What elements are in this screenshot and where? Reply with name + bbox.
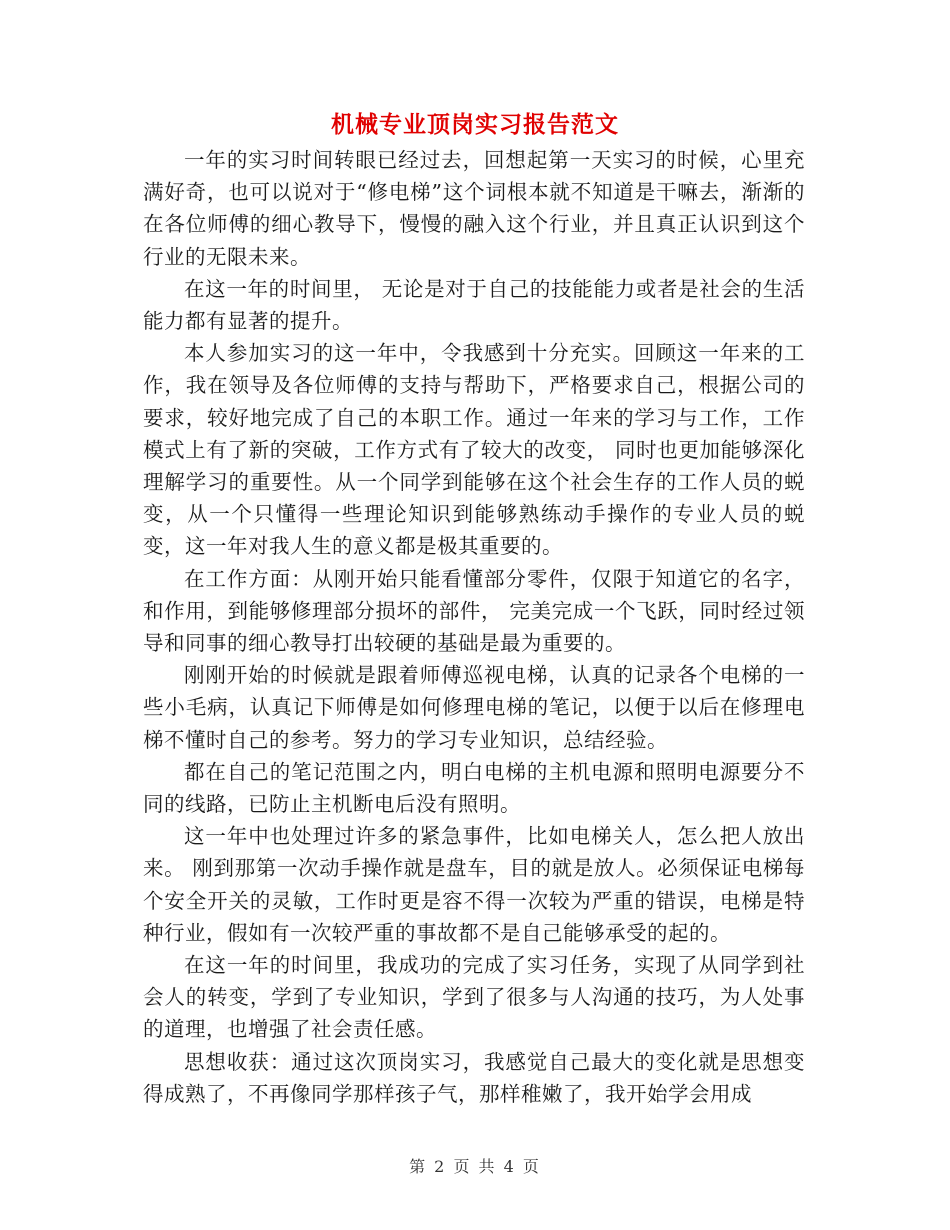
page-number-footer: 第 2 页 共 4 页 (409, 1157, 541, 1176)
paragraph: 在工作方面：从刚开始只能看懂部分零件，仅限于知道它的名字，和作用，到能够修理部分损坏的部件， 完美完成一个飞跃，同时经过领导和同事的细心教导打出较硬的基础是最为重要的。 (143, 566, 805, 656)
paragraph: 都在自己的笔记范围之内，明白电梯的主机电源和照明电源要分不同的线路，已防止主机断电后没有照明。 (143, 759, 805, 817)
paragraph: 一年的实习时间转眼已经过去，回想起第一天实习的时候，心里充满好奇，也可以说对于“修电梯”这个词根本就不知道是干嘛去，渐渐的在各位师傅的细心教导下，慢慢的融入这个行业，并且真正认识到这个行业的无限未来。 (143, 148, 805, 269)
paragraph: 本人参加实习的这一年中，令我感到十分充实。回顾这一年来的工作，我在领导及各位师傅的支持与帮助下，严格要求自己，根据公司的要求，较好地完成了自己的本职工作。通过一年来的学习与工作，工作模式上有了新的突破，工作方式有了较大的改变， 同时也更加能够深化理解学习的重要性。从一个同学到能够在这个社会生存的工作人员的蜕变，从一个只懂得一些理论知识到能够熟练动手操作的专业人员的蜕变，这一年对我人生的意义都是极其重要的。 (143, 341, 805, 559)
paragraph: 刚刚开始的时候就是跟着师傅巡视电梯，认真的记录各个电梯的一些小毛病，认真记下师傅是如何修理电梯的笔记，以便于以后在修理电梯不懂时自己的参考。努力的学习专业知识，总结经验。 (143, 663, 805, 752)
paragraph: 在这一年的时间里，我成功的完成了实习任务，实现了从同学到社会人的转变，学到了专业知识，学到了很多与人沟通的技巧，为人处事的道理，也增强了社会责任感。 (143, 953, 805, 1042)
document-body (143, 144, 805, 1110)
paragraph: 在这一年的时间里， 无论是对于自己的技能能力或者是社会的生活能力都有显著的提升。 (143, 276, 805, 334)
paragraph: 这一年中也处理过许多的紧急事件，比如电梯关人，怎么把人放出来。 刚到那第一次动手操作就是盘车，目的就是放人。必须保证电梯每个安全开关的灵敏，工作时更是容不得一次较为严重的错误，电梯是特种行业，假如有一次较严重的事故都不是自己能够承受的起的。 (143, 824, 805, 945)
document-title: 机械专业顶岗实习报告范文 (331, 111, 619, 138)
paragraph: 思想收获：通过这次顶岗实习，我感觉自己最大的变化就是思想变得成熟了，不再像同学那样孩子气，那样稚嫩了，我开始学会用成 (143, 1049, 805, 1106)
